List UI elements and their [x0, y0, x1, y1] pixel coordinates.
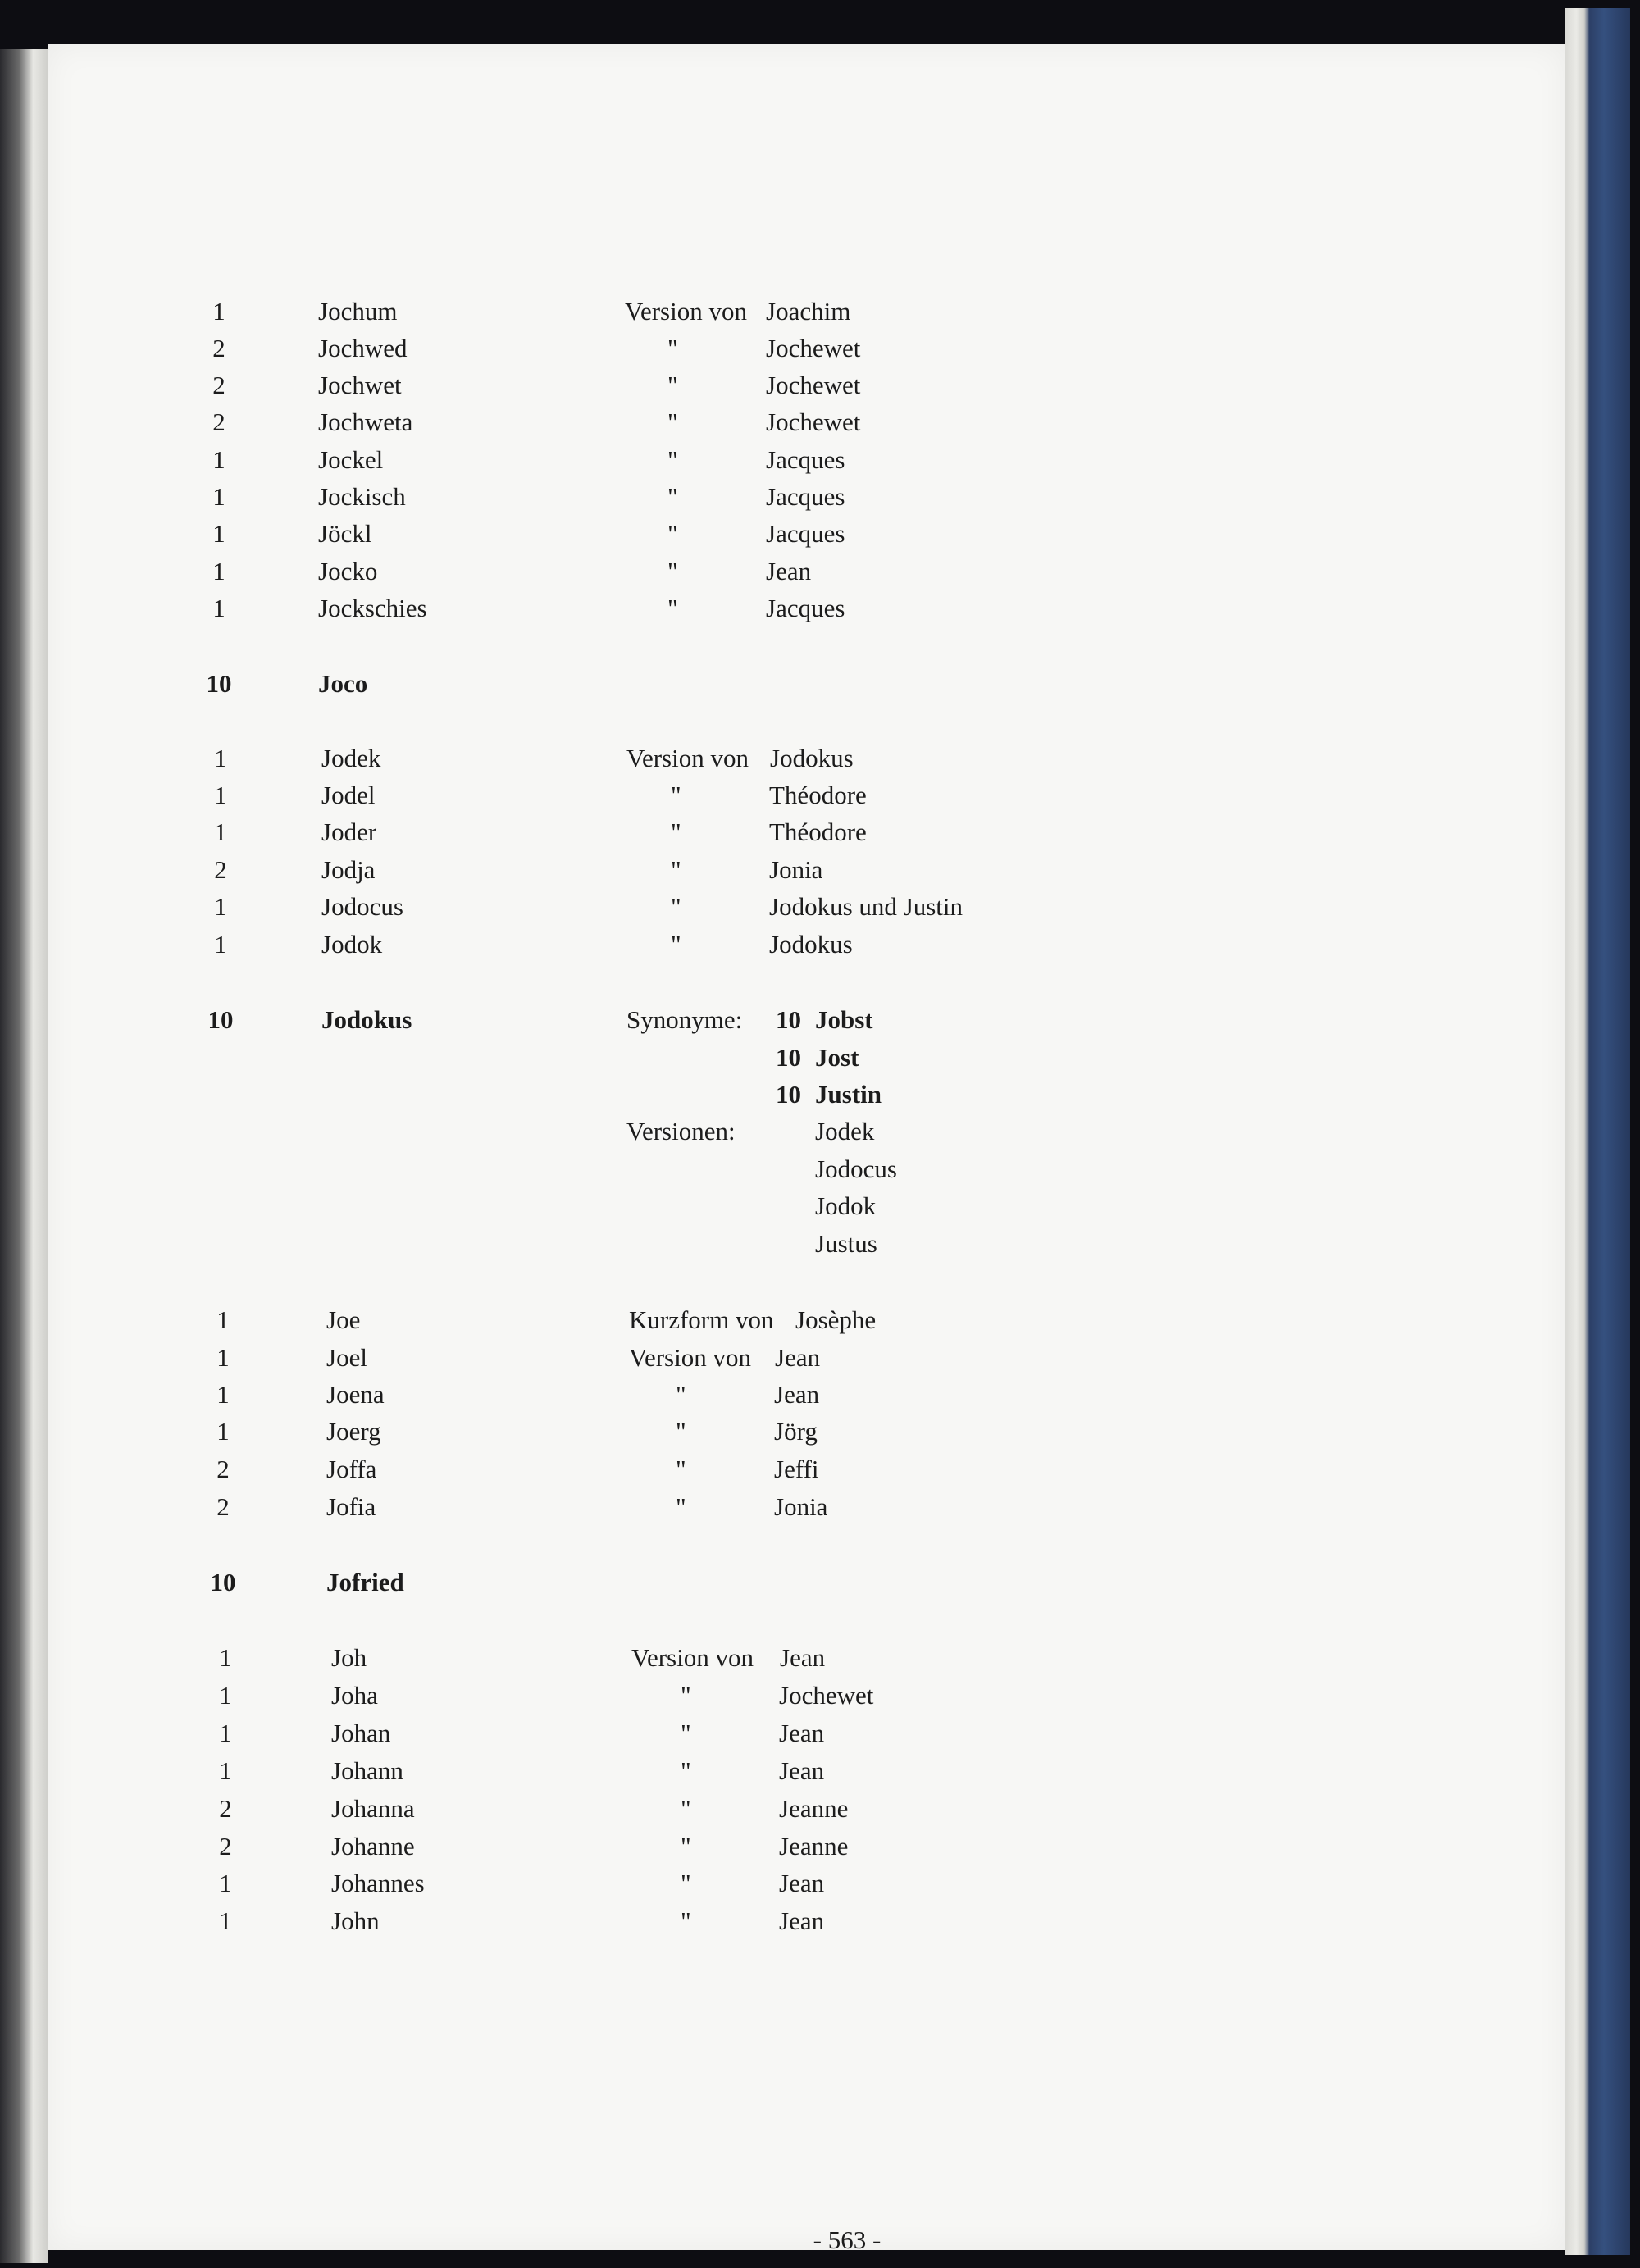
- entry-count: 1: [212, 519, 226, 548]
- entry-relation: Kurzform von: [629, 1305, 774, 1334]
- ditto-mark: ": [681, 1794, 691, 1823]
- entry-name: Johanne: [331, 1832, 415, 1860]
- entry-name: Johann: [331, 1756, 403, 1785]
- entry-name: John: [331, 1906, 380, 1935]
- entry-count: 2: [212, 371, 226, 399]
- entry-count: 2: [219, 1794, 232, 1823]
- entry-name: Johannes: [331, 1869, 425, 1897]
- entry-name: Jodek: [321, 744, 381, 772]
- entry-target: Jonia: [774, 1492, 828, 1521]
- entry-target: Jodok: [815, 1191, 877, 1220]
- ditto-mark: ": [681, 1906, 691, 1935]
- entry-count: 1: [212, 557, 226, 585]
- entry-target: Jochewet: [766, 334, 861, 362]
- ditto-mark: ": [676, 1492, 686, 1521]
- entry-target: Jost: [815, 1043, 859, 1072]
- entry-name: Jofia: [326, 1492, 376, 1521]
- entry-count: 1: [219, 1719, 232, 1747]
- page-sheet: [48, 44, 1565, 2254]
- ditto-mark: ": [667, 482, 678, 511]
- ditto-mark: ": [667, 519, 678, 548]
- entry-relation: Version von: [625, 297, 747, 326]
- entry-name: Joe: [326, 1305, 361, 1334]
- entry-target: Justus: [815, 1229, 877, 1258]
- synonym-count: 10: [776, 1080, 801, 1109]
- entry-target: Jörg: [774, 1417, 818, 1446]
- entry-count: 1: [216, 1417, 230, 1446]
- entry-target: Théodore: [769, 781, 867, 809]
- entry-count: 1: [219, 1643, 232, 1672]
- entry-name: Jockschies: [318, 594, 427, 622]
- ditto-mark: ": [671, 892, 681, 921]
- entry-target: Jean: [775, 1343, 821, 1372]
- entry-name: Joco: [318, 669, 368, 698]
- entry-target: Théodore: [769, 817, 867, 846]
- entry-target: Josèphe: [795, 1305, 877, 1334]
- entry-count: 1: [216, 1380, 230, 1409]
- entry-target: Jean: [779, 1869, 825, 1897]
- synonym-count: 10: [776, 1043, 801, 1072]
- entry-name: Jockisch: [318, 482, 406, 511]
- ditto-mark: ": [667, 445, 678, 474]
- entry-name: Joha: [331, 1681, 378, 1710]
- entry-count: 10: [206, 669, 232, 698]
- entry-relation: Synonyme:: [626, 1005, 743, 1034]
- entry-target: Jean: [779, 1906, 825, 1935]
- entry-target: Jean: [774, 1380, 820, 1409]
- entry-target: Jeanne: [779, 1832, 849, 1860]
- entry-target: Jodek: [815, 1117, 875, 1145]
- entry-name: Jochwed: [318, 334, 408, 362]
- entry-count: 1: [214, 781, 227, 809]
- entry-name: Johanna: [331, 1794, 415, 1823]
- entry-count: 1: [219, 1756, 232, 1785]
- entry-target: Jochewet: [779, 1681, 874, 1710]
- ditto-mark: ": [681, 1832, 691, 1860]
- ditto-mark: ": [671, 930, 681, 959]
- ditto-mark: ": [681, 1719, 691, 1747]
- entry-count: 1: [214, 744, 227, 772]
- ditto-mark: ": [676, 1417, 686, 1446]
- entry-target: Jeanne: [779, 1794, 849, 1823]
- entry-name: Joerg: [326, 1417, 381, 1446]
- entry-name: Jocko: [318, 557, 378, 585]
- entry-name: Jodocus: [321, 892, 403, 921]
- entry-target: Jean: [780, 1643, 826, 1672]
- entry-count: 1: [214, 892, 227, 921]
- entry-name: Jofried: [326, 1568, 404, 1596]
- entry-count: 2: [219, 1832, 232, 1860]
- entry-count: 2: [216, 1492, 230, 1521]
- ditto-mark: ": [667, 371, 678, 399]
- entry-target: Jacques: [766, 482, 845, 511]
- entry-relation: Version von: [631, 1643, 754, 1672]
- entry-name: Jochweta: [318, 408, 413, 436]
- entry-target: Jobst: [815, 1005, 873, 1034]
- entry-target: Jodokus: [769, 930, 853, 959]
- entry-name: Jodja: [321, 855, 376, 884]
- entry-count: 1: [219, 1869, 232, 1897]
- ditto-mark: ": [667, 334, 678, 362]
- entry-name: Joh: [331, 1643, 367, 1672]
- ditto-mark: ": [667, 557, 678, 585]
- entry-name: Jochwet: [318, 371, 402, 399]
- entry-target: Jonia: [769, 855, 823, 884]
- entry-target: Jacques: [766, 445, 845, 474]
- book-cover-edge: [1565, 8, 1630, 2255]
- entry-target: Jean: [779, 1719, 825, 1747]
- entry-name: Joel: [326, 1343, 367, 1372]
- entry-target: Jean: [779, 1756, 825, 1785]
- ditto-mark: ": [681, 1756, 691, 1785]
- entry-relation: Version von: [629, 1343, 751, 1372]
- entry-name: Jockel: [318, 445, 384, 474]
- entry-name: Jochum: [318, 297, 398, 326]
- entry-target: Jodokus und Justin: [769, 892, 963, 921]
- entry-name: Jodokus: [321, 1005, 412, 1034]
- entry-count: 2: [212, 334, 226, 362]
- entry-count: 10: [210, 1568, 236, 1596]
- entry-target: Jochewet: [766, 371, 861, 399]
- ditto-mark: ": [676, 1380, 686, 1409]
- entry-target: Jacques: [766, 519, 845, 548]
- entry-count: 1: [212, 297, 226, 326]
- entry-count: 10: [207, 1005, 234, 1034]
- ditto-mark: ": [676, 1455, 686, 1483]
- entry-count: 1: [216, 1305, 230, 1334]
- entry-count: 2: [212, 408, 226, 436]
- entry-name: Jodok: [321, 930, 383, 959]
- entry-count: 1: [216, 1343, 230, 1372]
- entry-count: 1: [219, 1906, 232, 1935]
- ditto-mark: ": [667, 408, 678, 436]
- entry-name: Johan: [331, 1719, 391, 1747]
- entry-target: Jochewet: [766, 408, 861, 436]
- entry-count: 1: [212, 445, 226, 474]
- entry-relation: Versionen:: [626, 1117, 736, 1145]
- ditto-mark: ": [681, 1681, 691, 1710]
- entry-name: Jöckl: [318, 519, 372, 548]
- ditto-mark: ": [667, 594, 678, 622]
- entry-name: Joder: [321, 817, 377, 846]
- book-spine-edge: [0, 49, 48, 2263]
- entry-target: Jeffi: [774, 1455, 819, 1483]
- entry-target: Jodocus: [815, 1154, 897, 1183]
- entry-count: 2: [216, 1455, 230, 1483]
- ditto-mark: ": [681, 1869, 691, 1897]
- entry-target: Jacques: [766, 594, 845, 622]
- entry-name: Joena: [326, 1380, 385, 1409]
- entry-target: Jean: [766, 557, 812, 585]
- entry-target: Joachim: [766, 297, 851, 326]
- entry-count: 1: [219, 1681, 232, 1710]
- synonym-count: 10: [776, 1005, 801, 1034]
- entry-relation: Version von: [626, 744, 749, 772]
- entry-name: Jodel: [321, 781, 376, 809]
- entry-count: 1: [214, 930, 227, 959]
- entry-name: Joffa: [326, 1455, 377, 1483]
- entry-count: 2: [214, 855, 227, 884]
- entry-target: Jodokus: [770, 744, 854, 772]
- page-number: - 563 -: [813, 2225, 882, 2254]
- entry-count: 1: [212, 482, 226, 511]
- ditto-mark: ": [671, 855, 681, 884]
- ditto-mark: ": [671, 781, 681, 809]
- entry-count: 1: [214, 817, 227, 846]
- entry-count: 1: [212, 594, 226, 622]
- ditto-mark: ": [671, 817, 681, 846]
- entry-target: Justin: [815, 1080, 882, 1109]
